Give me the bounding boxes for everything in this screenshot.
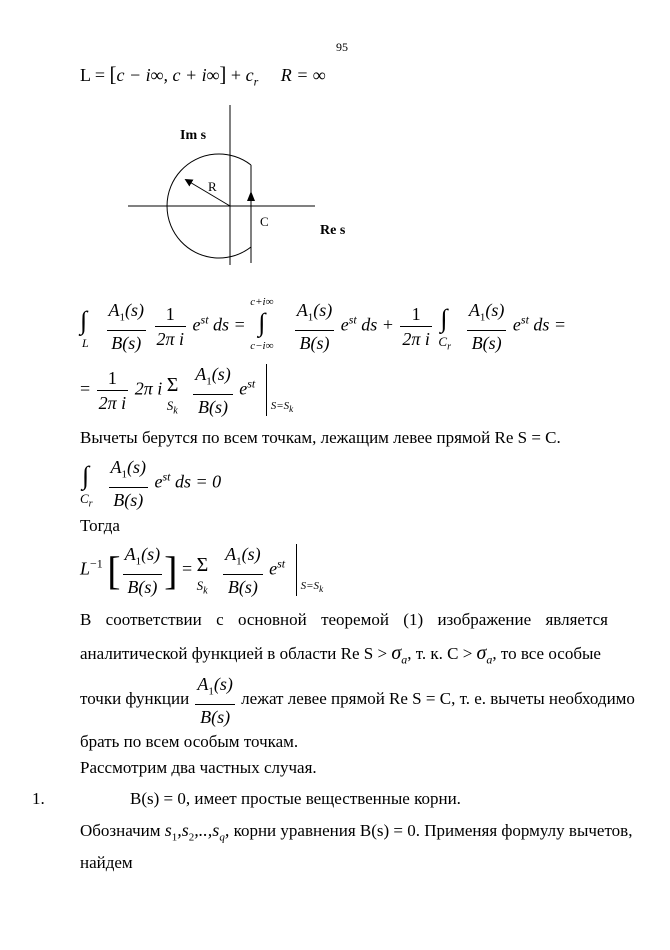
contour-c: c xyxy=(245,65,254,85)
equation-1: ∫ L $\frac{A_1(s)}{B(s)}$ $\frac{1}{\text{2π i}}$ $e^{st}$ ds = c+i∞ ∫ c−i∞ $\frac{A_1(s)}{B(s)}$ $e^{st}$ ds + $\frac{1}{\text{2π i}}$ ∫ $C_r$ $\frac{A_1(s)}{B(s)}$ $e^{st}$ ds = xyxy=(80,296,567,353)
equation-2: = $\frac{1}{\text{2π i}}$ 2π i Σ $S_k$ $\frac{A_1(s)}{B(s)}$ $e^{st}$ $S=S_k$ xyxy=(80,362,313,418)
text-find: найдем xyxy=(80,853,133,872)
contour-prefix: L = xyxy=(80,65,105,85)
re-axis-label: Re s xyxy=(320,223,346,238)
page-number: 95 xyxy=(336,40,348,54)
paragraph-line-4: брать по всем особым точкам. xyxy=(80,732,299,751)
text-then: Тогда xyxy=(80,516,120,535)
paragraph-line-3: точки функции $\frac{A_1(s)}{B(s)}$ лежат левее прямой Re S = C, т. е. вычеты необходимо xyxy=(80,674,635,727)
contour-plus: + xyxy=(230,65,242,85)
lower-limit: c−i∞ xyxy=(250,340,274,353)
text-consider: Рассмотрим два частных случая. xyxy=(80,758,317,777)
item-1-number: 1. xyxy=(32,789,45,808)
radius-label: R xyxy=(208,179,217,194)
equation-4: $L^{-1}$ [ $\frac{A_1(s)}{B(s)}$ ] = Σ $S_k$ $\frac{A_1(s)}{B(s)}$ $e^{st}$ $S=S_k$ xyxy=(80,542,343,600)
c-label: C xyxy=(260,214,269,229)
item-1-text: B(s) = 0, имеет простые вещественные корни. xyxy=(130,789,461,808)
denote-line: Обозначим $s_1,s_2,..,s_q$, корни уравнения B(s) = 0. Применяя формулу вычетов, xyxy=(80,820,633,844)
integral-sub-C: C xyxy=(438,334,448,350)
contour-bracket-content: c − i∞, c + i∞ xyxy=(116,65,220,85)
paragraph-line-1: В соответствии с основной теоремой (1) изображение является xyxy=(80,610,608,629)
paragraph-line-2: аналитической функцией в области Re $S > \sigma_a$, т. к. $C > \sigma_a$, то все особые xyxy=(80,642,601,667)
contour-c-sub: r xyxy=(253,74,259,89)
contour-figure xyxy=(120,95,380,270)
contour-direction-arrow xyxy=(247,191,255,201)
equation-3: ∫ $C_r$ $\frac{A_1(s)}{B(s)}$ $e^{st}$ ds = 0 xyxy=(80,457,222,510)
integral-sub-L: L xyxy=(82,336,89,351)
contour-definition: L = [c − i∞, $c + i\infty] + c_r$ R = ∞ xyxy=(80,62,326,89)
text-residues: Вычеты берутся по всем точкам, лежащим левее прямой Re S = C. xyxy=(80,428,561,447)
im-axis-label: Im s xyxy=(180,128,207,143)
radius-equation: R = ∞ xyxy=(280,65,326,85)
upper-limit: c+i∞ xyxy=(250,296,274,309)
